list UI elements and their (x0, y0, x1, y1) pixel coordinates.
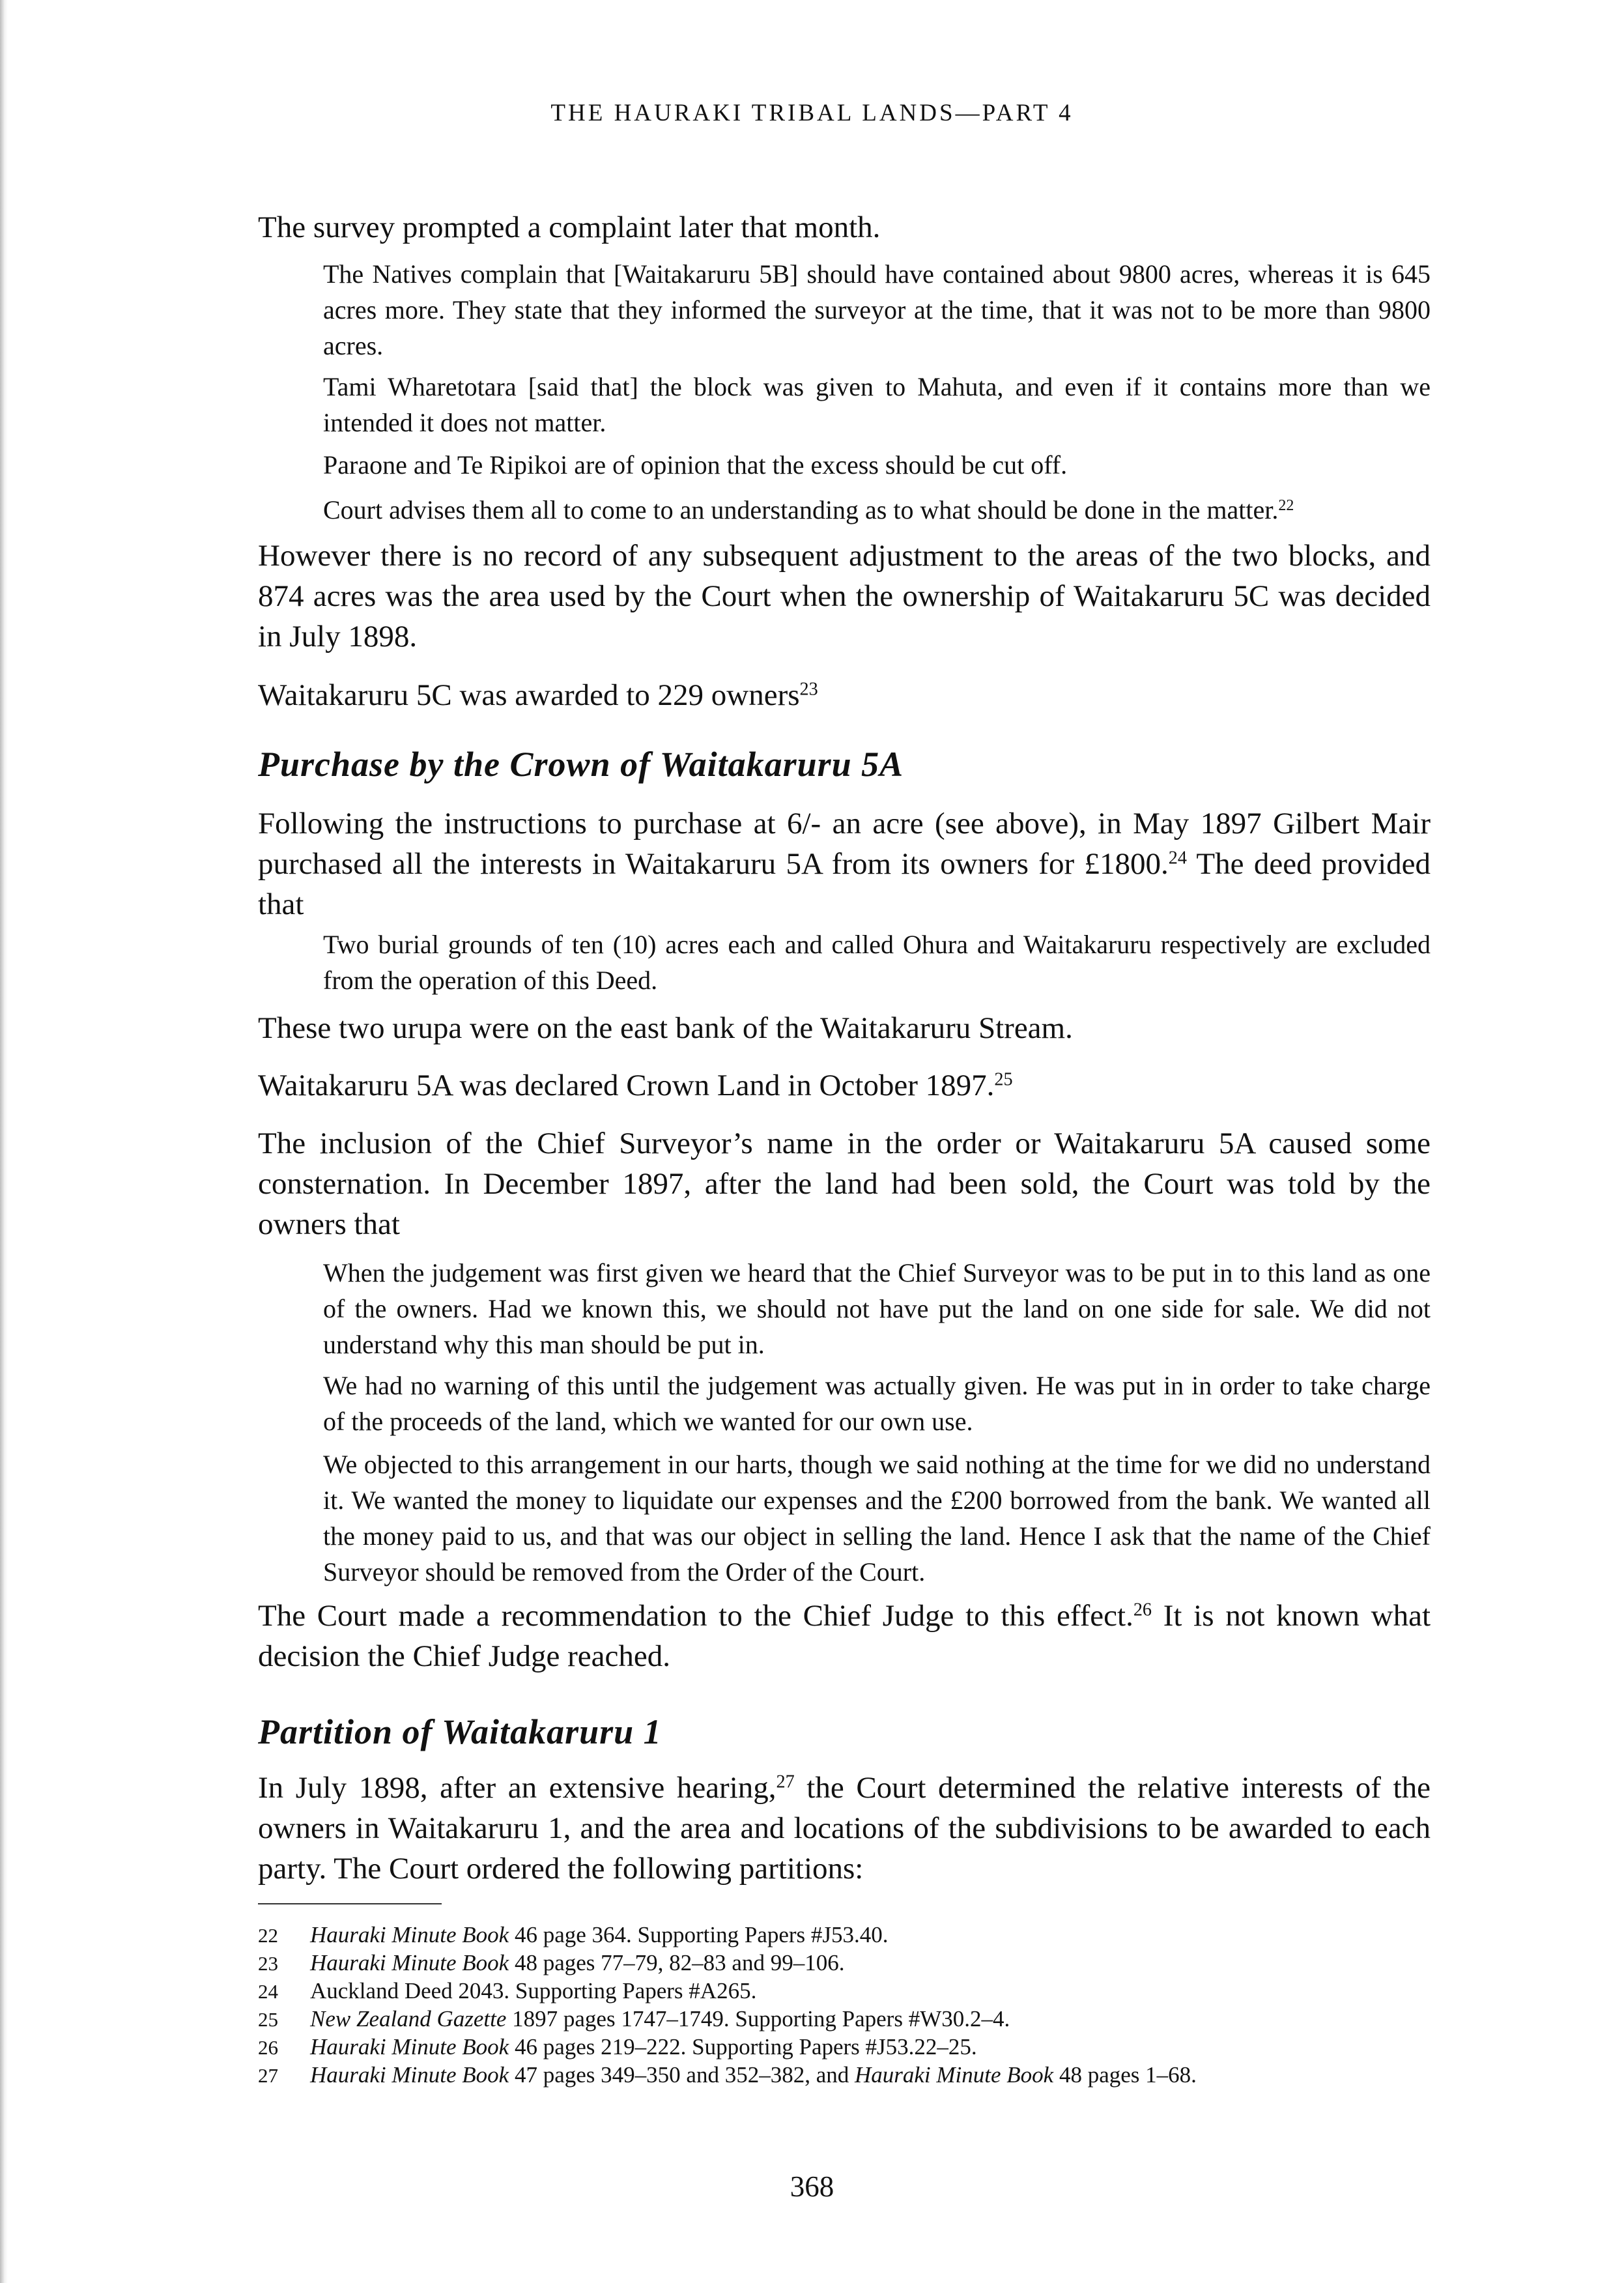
quote-text: When the judgement was first given we heard that the Chief Surveyor was to be put in to this land as one of the owners. Had we known this, we should not have put the land on one side for sale. We did not understand why this man should be put in. (323, 1258, 1431, 1359)
source-title: New Zealand Gazette (310, 2006, 507, 2032)
footnote-number: 24 (258, 1980, 278, 2003)
source-title: Hauraki Minute Book (310, 2062, 509, 2088)
quote-text: Court advises them all to come to an understanding as to what should be done in the matter. (323, 495, 1279, 524)
source-title: Hauraki Minute Book (310, 2034, 509, 2060)
block-quote (258, 447, 1431, 483)
quote-text: We had no warning of this until the judgement was actually given. He was put in in order to take charge of the proceeds of the land, which we wanted for our own use. (323, 1371, 1431, 1436)
quote-text: Paraone and Te Ripikoi are of opinion that the excess should be cut off. (323, 450, 1068, 480)
footnote-number: 25 (258, 2008, 278, 2031)
body-paragraph (258, 207, 1431, 248)
block-quote (258, 1446, 1431, 1590)
paragraph-text: However there is no record of any subsequent adjustment to the areas of the two blocks, and 874 acres was the area used by the Court when the ownership of Waitakaruru 5C was decided in July 1898. (258, 539, 1431, 653)
footnote (258, 2034, 1398, 2061)
footnote-ref[interactable]: 27 (776, 1772, 795, 1792)
scan-edge-shadow (0, 0, 8, 2283)
block-quote (258, 1255, 1431, 1362)
footnote-divider (258, 1903, 442, 1904)
footnote-text: 46 page 364. Supporting Papers #J53.40. (509, 1922, 889, 1947)
paragraph-text: These two urupa were on the east bank of the Waitakaruru Stream. (258, 1011, 1073, 1045)
footnote-ref[interactable]: 24 (1168, 848, 1187, 869)
footnote-ref[interactable]: 22 (1278, 496, 1294, 514)
footnote-ref[interactable]: 23 (799, 679, 818, 700)
paragraph-text: The survey prompted a complaint later that month. (258, 210, 881, 244)
block-quote (258, 926, 1431, 998)
block-quote (258, 256, 1431, 364)
page-number: 368 (790, 2170, 834, 2203)
footnote-number: 27 (258, 2064, 278, 2087)
footnote-number: 23 (258, 1952, 278, 1975)
footnote-ref[interactable]: 25 (994, 1069, 1013, 1090)
block-quote (258, 1368, 1431, 1439)
block-quote (258, 369, 1431, 440)
footnote-ref[interactable]: 26 (1133, 1600, 1152, 1620)
body-paragraph (258, 1123, 1431, 1244)
footnote-number: 26 (258, 2036, 278, 2059)
body-paragraph (258, 1768, 1431, 1889)
footnote-text: 46 pages 219–222. Supporting Papers #J53.22–25. (509, 2034, 977, 2060)
footnote-text: 1897 pages 1747–1749. Supporting Papers #W30.2–4. (506, 2006, 1010, 2032)
paragraph-text: Waitakaruru 5A was declared Crown Land in October 1897. (258, 1069, 995, 1102)
heading-text: Purchase by the Crown of Waitakaruru 5A (258, 745, 904, 784)
running-head: THE HAURAKI TRIBAL LANDS—PART 4 (550, 100, 1074, 126)
paragraph-text-tail: the Court determined the relative interests of the owners in Waitakaruru 1, and the area and locations of the subdivisions to be awarded to each party. The Court ordered the following partitions: (258, 1771, 1431, 1886)
footnote (258, 2062, 1398, 2089)
quote-text: Tami Wharetotara [said that] the block was given to Mahuta, and even if it contains more than we intended it does not matter. (323, 372, 1431, 437)
body-paragraph (258, 1065, 1431, 1106)
footnote (258, 1950, 1398, 1977)
source-title: Hauraki Minute Book (310, 1922, 509, 1947)
footnote (258, 1922, 1398, 1949)
footnote (258, 2006, 1398, 2033)
footnote-text: 48 pages 77–79, 82–83 and 99–106. (509, 1950, 845, 1975)
paragraph-text-tail: The deed provided that (258, 847, 1431, 921)
paragraph-text: Waitakaruru 5C was awarded to 229 owners (258, 678, 800, 712)
footnote-text: 47 pages 349–350 and 352–382, and (509, 2062, 855, 2088)
paragraph-text-tail: It is not known what decision the Chief Judge reached. (258, 1599, 1431, 1673)
source-title: Hauraki Minute Book (310, 1950, 509, 1975)
footnote (258, 1978, 1398, 2005)
section-heading (258, 741, 1431, 787)
footnote-text: 48 pages 1–68. (1053, 2062, 1197, 2088)
paragraph-text: The Court made a recommendation to the Chief Judge to this effect. (258, 1599, 1133, 1633)
block-quote (258, 492, 1431, 528)
paragraph-text: The inclusion of the Chief Surveyor’s name in the order or Waitakaruru 5A caused some consternation. In December 1897, after the land had been sold, the Court was told by the owners that (258, 1127, 1431, 1241)
body-paragraph (258, 536, 1431, 657)
quote-text: Two burial grounds of ten (10) acres each and called Ohura and Waitakaruru respectively are excluded from the operation of this Deed. (323, 930, 1431, 995)
paragraph-text: In July 1898, after an extensive hearing, (258, 1771, 776, 1805)
paragraph-text: Following the instructions to purchase at 6/- an acre (see above), in May 1897 Gilbert Mair purchased all the interests in Waitakaruru 5A from its owners for £1800. (258, 807, 1431, 881)
body-paragraph (258, 1008, 1431, 1048)
section-heading (258, 1709, 1431, 1755)
heading-text: Partition of Waitakaruru 1 (258, 1712, 662, 1751)
quote-text: The Natives complain that [Waitakaruru 5B] should have contained about 9800 acres, whereas it is 645 acres more. They state that they informed the surveyor at the time, that it was not to be more than 9800 acres. (323, 259, 1431, 360)
footnote-number: 22 (258, 1924, 278, 1947)
source-title: Hauraki Minute Book (854, 2062, 1054, 2088)
footnote-text: Auckland Deed 2043. Supporting Papers #A265. (310, 1978, 757, 2003)
quote-text: We objected to this arrangement in our harts, though we said nothing at the time for we did no understand it. We wanted the money to liquidate our expenses and the £200 borrowed from the bank. We wanted all the money paid to us, and that was our object in selling the land. Hence I ask that the name of the Chief Surveyor should be removed from the Order of the Court. (323, 1450, 1431, 1587)
body-paragraph (258, 803, 1431, 925)
body-paragraph (258, 675, 1431, 715)
body-paragraph (258, 1596, 1431, 1676)
